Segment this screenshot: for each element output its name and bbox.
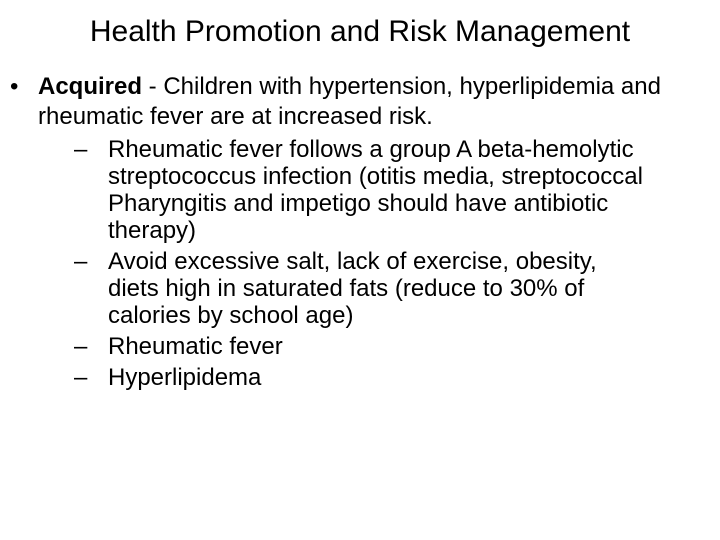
dash-marker: –: [74, 364, 88, 391]
sub-bullet-text: Rheumatic fever follows a group A beta-hemolytic streptococcus infection (otitis media, streptococcal Pharyngitis and impetigo should have antibiotic therapy): [108, 136, 643, 244]
sub-bullet-text: Hyperlipidema: [108, 364, 262, 391]
dash-marker: –: [74, 136, 88, 163]
slide-title: Health Promotion and Risk Management: [89, 15, 631, 48]
sub-bullet-item: [38, 136, 676, 244]
sub-bullet-text: Rheumatic fever: [108, 333, 283, 360]
sub-bullet-item: [38, 333, 676, 360]
sub-bullet-list: [38, 136, 676, 391]
bullet-text: - Children with hypertension, hyperlipidemia and rheumatic fever are at increased risk.: [38, 73, 661, 130]
bullet-marker: •: [10, 73, 19, 100]
bullet-term: Acquired: [38, 73, 143, 100]
sub-bullet-item: [38, 364, 676, 391]
bullet-acquired: [0, 72, 700, 391]
dash-marker: –: [74, 333, 88, 360]
sub-bullet-text: Avoid excessive salt, lack of exercise, obesity, diets high in saturated fats (reduce to 30% of calories by school age): [108, 248, 597, 329]
dash-marker: –: [74, 248, 88, 275]
bullet-list: [0, 72, 700, 395]
sub-bullet-item: [38, 248, 676, 329]
